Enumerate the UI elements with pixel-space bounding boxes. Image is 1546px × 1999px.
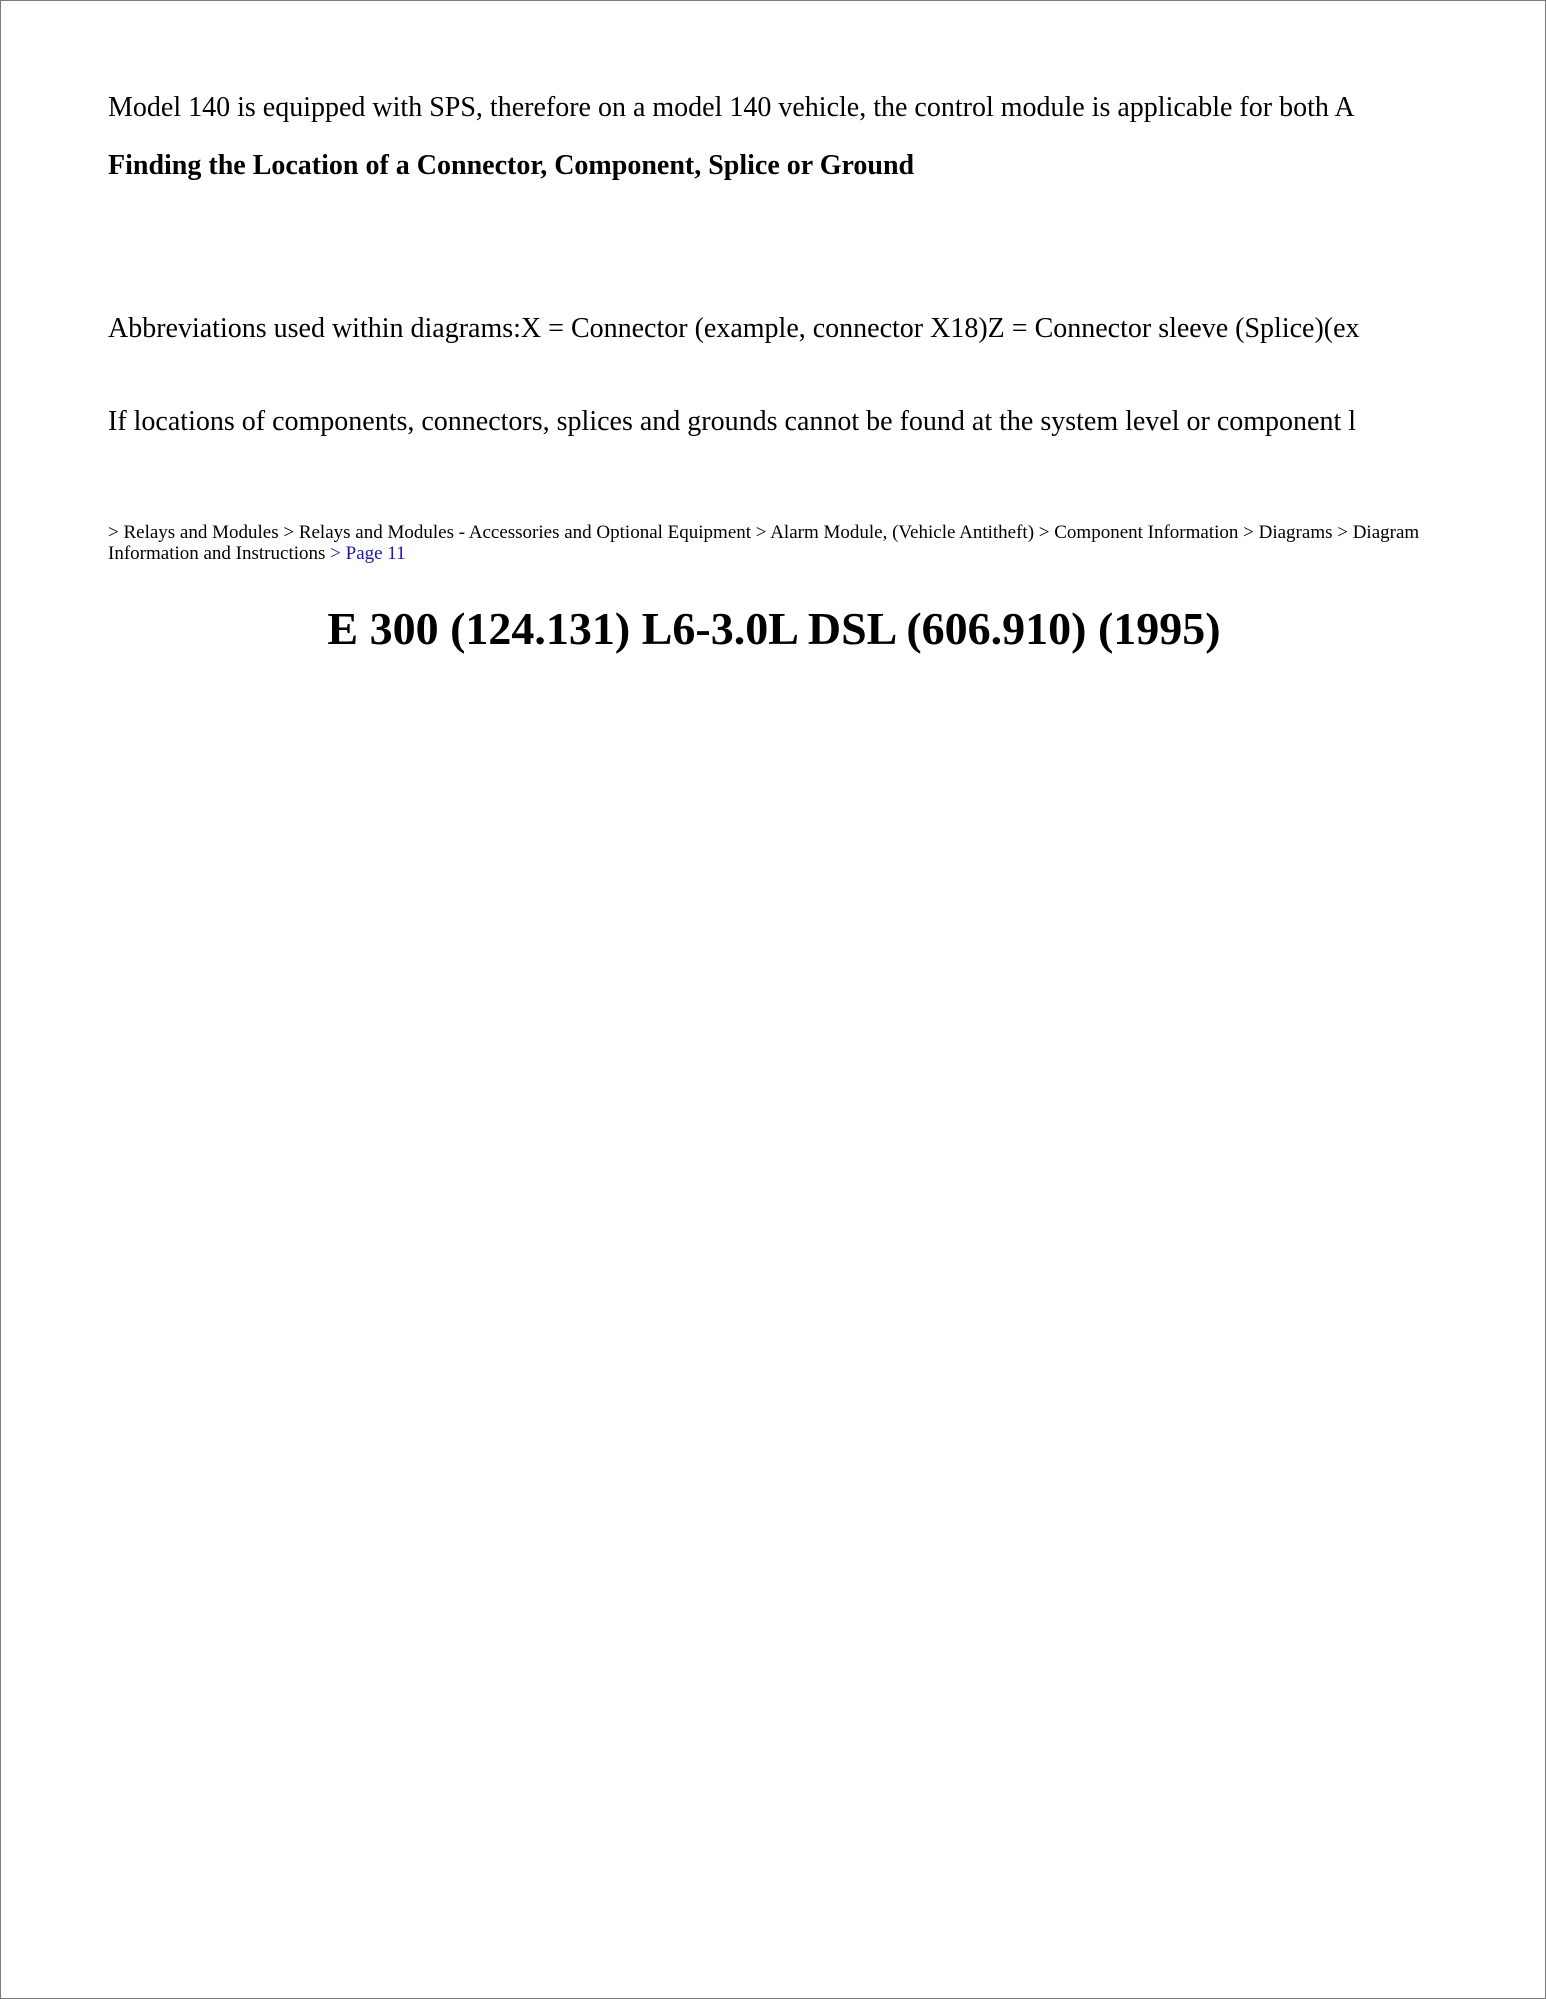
page-title: E 300 (124.131) L6-3.0L DSL (606.910) (1995) [327,603,1221,654]
page-link[interactable]: > Page 11 [330,543,406,564]
paragraph-abbreviations: Abbreviations used within diagrams:X = Connector (example, connector X18)Z = Connector sleeve (Splice)(ex [108,313,1360,344]
paragraph-model-140: Model 140 is equipped with SPS, therefore on a model 140 vehicle, the control module is applicable for both A [108,92,1355,123]
paragraph-locations: If locations of components, connectors, splices and grounds cannot be found at the system level or component l [108,406,1357,437]
section-heading-finding-location: Finding the Location of a Connector, Component, Splice or Ground [108,150,915,181]
breadcrumb-path: > Relays and Modules > Relays and Modules - Accessories and Optional Equipment > Alarm Module, (Vehicle Antitheft) > Component Information > Diagrams > Diagram Information and Instructions [108,522,1420,564]
breadcrumb [108,522,1453,564]
